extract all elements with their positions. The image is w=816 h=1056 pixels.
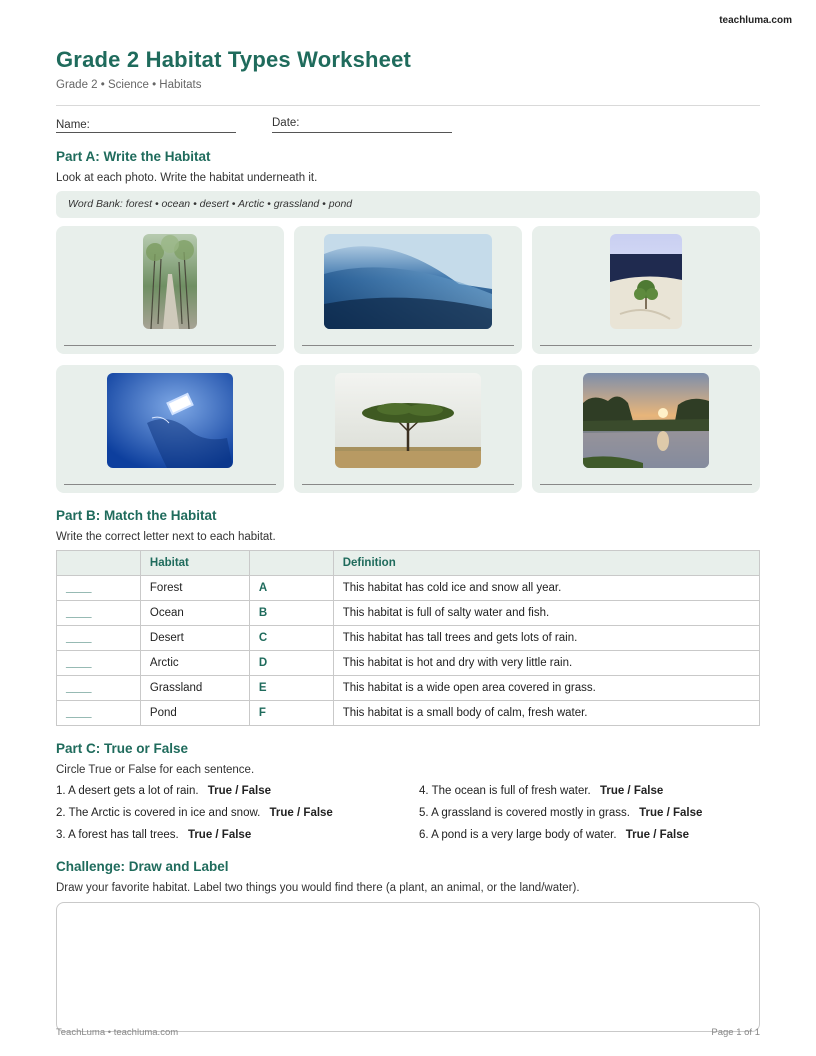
match-table: [56, 550, 760, 726]
answer-blank[interactable]: ____: [57, 626, 141, 651]
table-row: [57, 676, 760, 701]
letter-cell: E: [249, 676, 333, 701]
part-c-heading: Part C: True or False: [56, 741, 189, 756]
true-false-item: [419, 827, 760, 843]
answer-blank[interactable]: ____: [57, 651, 141, 676]
worksheet-page: [56, 44, 760, 1032]
letter-cell: A: [249, 576, 333, 601]
answer-blank[interactable]: ____: [57, 701, 141, 726]
true-false-options[interactable]: True / False: [599, 785, 664, 797]
grassland-photo: [335, 373, 481, 468]
name-field[interactable]: [56, 116, 236, 133]
table-row: [57, 576, 760, 601]
photo-card: [56, 365, 284, 493]
answer-line[interactable]: [540, 484, 752, 485]
true-false-item: [419, 805, 760, 821]
true-false-list: [56, 783, 760, 843]
definition-cell: This habitat is hot and dry with very little rain.: [333, 651, 759, 676]
photo-card: [294, 226, 522, 354]
definition-cell: This habitat is full of salty water and fish.: [333, 601, 759, 626]
habitat-cell: Desert: [140, 626, 249, 651]
brand-link[interactable]: teachluma.com: [719, 15, 792, 26]
part-b-instructions: Write the correct letter next to each habitat.: [56, 531, 276, 543]
arctic-photo: [107, 373, 233, 468]
part-a-instructions: Look at each photo. Write the habitat underneath it.: [56, 172, 318, 184]
true-false-item: [56, 783, 419, 799]
date-label: Date:: [272, 117, 300, 129]
photo-card: [294, 365, 522, 493]
photo-card: [56, 226, 284, 354]
ocean-photo: [324, 234, 492, 329]
true-false-item: [419, 783, 760, 799]
name-date-row: [56, 116, 760, 134]
habitat-cell: Ocean: [140, 601, 249, 626]
statement-text: 6. A pond is a very large body of water.: [419, 829, 617, 841]
true-false-options[interactable]: True / False: [269, 807, 333, 819]
photo-card: [532, 365, 760, 493]
page-number: Page 1 of 1: [711, 1027, 760, 1038]
photo-card: [532, 226, 760, 354]
forest-photo: [143, 234, 197, 329]
statement-text: 3. A forest has tall trees.: [56, 829, 179, 841]
letter-cell: B: [249, 601, 333, 626]
footer-brand: TeachLuma • teachluma.com: [56, 1027, 179, 1038]
answer-line[interactable]: [64, 484, 276, 485]
true-false-options[interactable]: True / False: [187, 829, 252, 841]
statement-text: 5. A grassland is covered mostly in grass.: [419, 807, 630, 819]
answer-blank[interactable]: ____: [57, 676, 141, 701]
part-b-heading: Part B: Match the Habitat: [56, 508, 217, 523]
answer-line[interactable]: [302, 345, 514, 346]
habitat-cell: Grassland: [140, 676, 249, 701]
challenge-heading: Challenge: Draw and Label: [56, 859, 229, 874]
definition-cell: This habitat is a wide open area covered in grass.: [333, 676, 759, 701]
habitat-cell: Forest: [140, 576, 249, 601]
photo-grid: [56, 226, 760, 493]
answer-blank[interactable]: ____: [57, 576, 141, 601]
habitat-cell: Arctic: [140, 651, 249, 676]
table-row: [57, 626, 760, 651]
answer-line[interactable]: [302, 484, 514, 485]
date-field[interactable]: [272, 116, 452, 133]
table-row: [57, 651, 760, 676]
statement-text: 4. The ocean is full of fresh water.: [419, 785, 591, 797]
answer-line[interactable]: [64, 345, 276, 346]
column-header: [57, 551, 141, 576]
desert-photo: [610, 234, 682, 329]
true-false-options[interactable]: True / False: [207, 785, 272, 797]
challenge-instructions: Draw your favorite habitat. Label two things you would find there (a plant, an animal, or the land/water).: [56, 882, 580, 894]
table-row: [57, 601, 760, 626]
definition-cell: This habitat has tall trees and gets lots of rain.: [333, 626, 759, 651]
pond-photo: [583, 373, 709, 468]
word-bank: Word Bank: forest • ocean • desert • Arctic • grassland • pond: [56, 191, 760, 218]
true-false-item: [56, 805, 419, 821]
habitat-cell: Pond: [140, 701, 249, 726]
column-header: Habitat: [140, 551, 249, 576]
statement-text: 2. The Arctic is covered in ice and snow.: [56, 807, 261, 819]
name-label: Name:: [56, 119, 90, 131]
page-title: Grade 2 Habitat Types Worksheet: [56, 47, 412, 72]
true-false-options[interactable]: True / False: [625, 829, 690, 841]
page-subtitle: Grade 2 • Science • Habitats: [56, 79, 202, 91]
header-divider: [56, 105, 760, 106]
answer-line[interactable]: [540, 345, 752, 346]
true-false-item: [56, 827, 419, 843]
letter-cell: D: [249, 651, 333, 676]
column-header: Definition: [333, 551, 759, 576]
column-header: [249, 551, 333, 576]
letter-cell: C: [249, 626, 333, 651]
definition-cell: This habitat is a small body of calm, fresh water.: [333, 701, 759, 726]
answer-blank[interactable]: ____: [57, 601, 141, 626]
true-false-options[interactable]: True / False: [639, 807, 703, 819]
part-a-heading: Part A: Write the Habitat: [56, 149, 211, 164]
table-header-row: [57, 551, 760, 576]
table-row: [57, 701, 760, 726]
definition-cell: This habitat has cold ice and snow all year.: [333, 576, 759, 601]
statement-text: 1. A desert gets a lot of rain.: [56, 785, 199, 797]
drawing-area[interactable]: [56, 902, 760, 1032]
part-c-instructions: Circle True or False for each sentence.: [56, 764, 255, 776]
letter-cell: F: [249, 701, 333, 726]
